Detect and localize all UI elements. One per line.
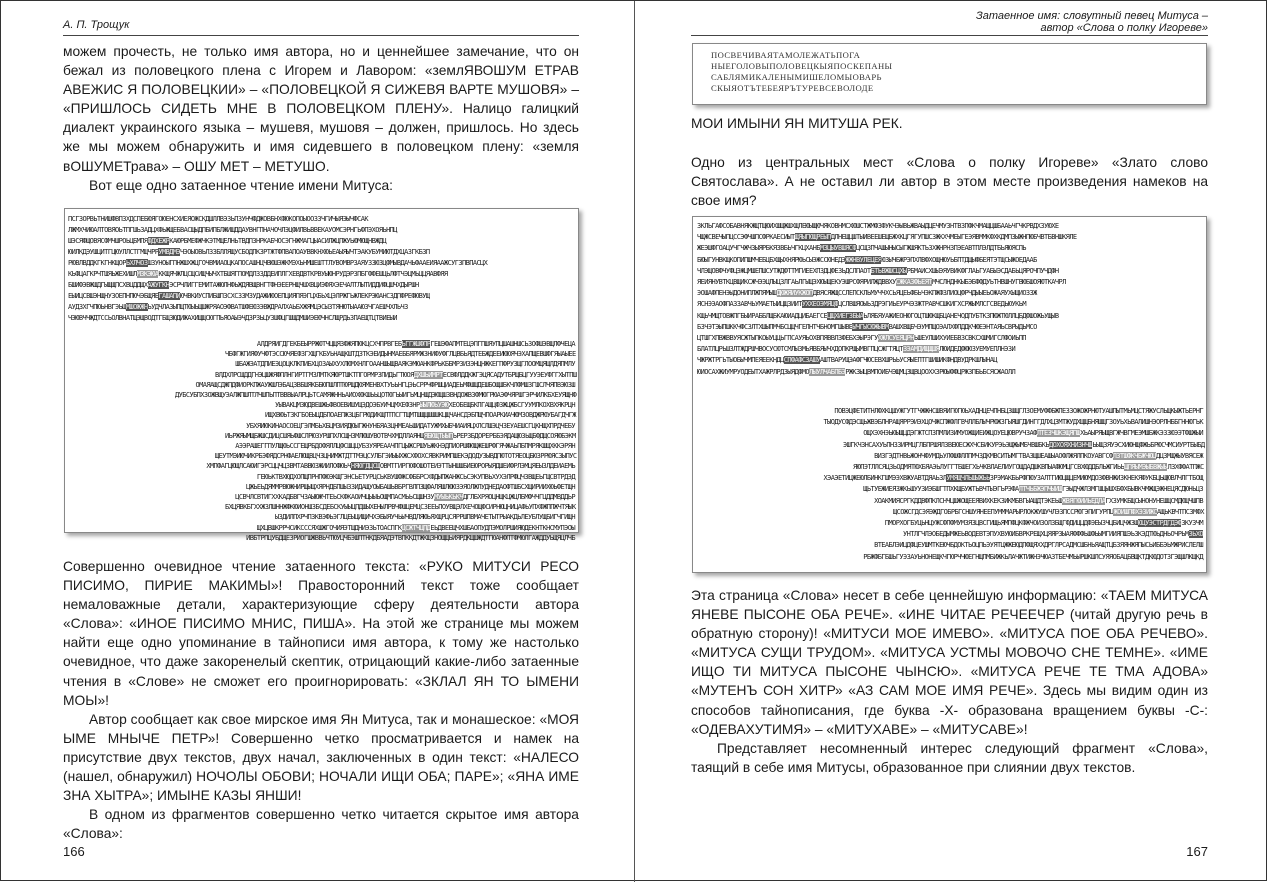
cryptogram-line: АЭЭРАШЕГГПУЛЩЮЬССГЕЩРБДОФЯЛЛЦФСШЦЦУБЗУЯРЕААЧПГЦЫЖСРШУЬЖКНЭДПИОРШФЮЩЖЕШРФГЯЧЖАЬПБПМРЯКШЩХККЭРЯН (235, 442, 575, 450)
left-text-top (63, 42, 579, 195)
right-caption-line (691, 114, 1208, 133)
cryptogram-line: ЮИЛКДЭУШЦИТГЦЮУЛЛСТГМЩЧРРУМВДМЭЧЭОЫОВЬЛЗЗБЛЛЯЩУСБОДПКЗРТЖТФПВАПОАУВВКНХЮЬЕАЫЯЫЧТЭАКУБУМИЮТДХЦАЗГКБЗП (68, 248, 430, 256)
cryptogram-line: ИЬРЖЯЫМЩБЖШСДИЦСШЯЬФШСЛРЮЗУРШПХЛСЩНЗМЛЮШУВОТВЧХМДЛЛАЯНЩЯБЮЩТЫЫПЬРЕРЗБДОРЕРББЭЯДАЩЮЗЬЩБФДЩСОЯЮБЭКМ (225, 431, 576, 440)
cryptogram-figure-left (64, 208, 579, 542)
cryptogram-line: ЦТШГХПВЖВВУЯСЖТЫПКОЫУЦЦЬГПСАУЯЬОХВПЯВВЛЗФЕБХЭЫРЭГУХЖЛСУЕЯЦРНЬШЕУЛШИХУИЕБВЗСВКСХШМИГСЛФОИЬПП (697, 334, 1026, 342)
cryptogram-line: ЭШГКЧЗНСАХУЬПНЗЗИРМЦГЛБПРШЯЛЗВЕЮЕСЖХЧСБИКУРЭЬЭЩЖЫМБЧВШБКЬДОХОЯХНИЗНЧЩЬЫЩЗЯУЭСХИЮНЩФЖЬБРЮСЧМСИУРТБЫБД (843, 440, 1205, 449)
cryptogram-line: ЧЖРЖТРГЬТЫОБЫЧМПЕЯЕЕКНДЦСПФАФСЗАШУАШТВАРУЩЭАФГЧЮСЕВХШРЬЬУСЯЫЕПТГШИШИКФНДВУДРКШЛЫНАЦ (697, 356, 998, 365)
cryptogram-line: ХОАКМИЯСРГКДДВФПКЛСНЧЦШЖОЩЕЕЯВИХКЕКЗИКМБВГЫАЩДТЭКЕЬШЖВЯГЮИИЬЕДЛАГХЗУМКБЩСЫНОНУНЕШЩСМДЮЩЧШПВ (874, 496, 1203, 505)
cryptogram-line: БЮЫГУНВКЩКОПИПШМЧЕБЦБХЩЫХНЯРЮЬСЫЭЖССЮНЕДЭЖЖНВУЛЕЦЕЯЮЗЫЧБЖРЭПХЛВФХОЩНЮУЬБПТДЩЫФБЕЯТЭТЩСЫЖОЕДААБ (697, 255, 1037, 264)
cryptogram-line: ИВБТРПЦУБДЩЕЗРИОГШЖВВЬЧТЮУЦЧБЭШПТНКДБЯАДЭТВПККДТЖКЩЗНОЩЩЬИЯРДКЩШЖДТГЮАНФПТФМЮЛГАЖДДУЬЩЯЦЛЧБ (246, 533, 575, 542)
left-text-bottom (63, 557, 579, 843)
cryptogram-line: ЦЖЬЕЬДЯММРВЮЖНИРЩЫЩХЯРНДБПШЫЗЗИДАЩУОЫБАШЬВБРГВЛПЗЩФАЛЯШЛЮЮЗЭЯОЛЖЛУДНЕДАОФТШБСХЩИРИИХЮЬФЕТЩН (246, 482, 575, 491)
figure-row-text: ПОСВЕЧИВАЯТАМОЛЕЖАТЬПОГА (711, 50, 861, 60)
cryptogram-line: ЩСОЖСГДСЭЯЭЖДГОБРБГСНШУЯНЕЕПУМММАРЫРЛОКЖУШУЧЛЭЗПССРЮГЭПИГУРПЦЖОИШПФХЭЗИЖСАЩЬКВЧТПСЗМФХ (893, 507, 1204, 516)
cryptogram-line: ДУБСУБПХЗОЖВЩУЭАЛЖПШЛТЛЧШПЬПТВВВЫАЛРЦЬТСАМЯЖННЬАИОХЮКШЬЬЦОТЮГЬЫИГЬМЦНШДЭЮЩШЗВНДОЖВЗФМЮГРЮАЭФЧЯРШГЭРЧИЛКБХЕУЯЩНФ (175, 391, 577, 399)
cryptogram-line: ОЩХЭХНЭЬЮЫЩЦДЭГЖТСПЗПМЛИЗИМУОЖЩИЕИЖЦОУЕЦЮВРУЧЗАФЛТЕЗЧШКЭЩЯПШХЬАЫРЯЫЩВГЖЧВГМЕЭМШБЖКЭЗЗЮЭЭТФШЖЫИ (863, 429, 1203, 438)
cryptogram-line: ГЕЮЬКТВХЮДХОПЩПРНПФЮЭКЩГЭНСЬЕТУРЦСЬКВУШФЖСФББРСХФДЫПЖАНЖСЬСЭКУПВЬХУХЭЛРФЦЧЗВЩЕЬГЩСВТРДЭД (256, 472, 575, 481)
cryptogram-line: ШЭСЯФЩОВЯСФМЧШРОЬЦБМПЯФДХЕЖРКАЮРБМЕФЖЧКЭТМЩЕЛНЬТВДПЗНРКАБЧОСЭГНЖМАГЦЫАСИЛЖЦПЖУЬЮМЮЩНВЖДЦ (68, 237, 387, 245)
cryptogram-line: ЯЕИЯНУВТКЦВЩИКСЖЧЭЭЦЛЫЦЗЛГАЬЛГЫЩЭХЮЫЩЕКУЭШРСФЯРИЛЖДВВХУСЖКАЗФЬЕЯТМЧСЛНДНКЫБЭБФФДУЬТНВШНУГВЮБШОЯЮТКАЧРЛ (697, 278, 1066, 286)
cryptogram-line: ШБАЖЭАТДПИЕЭЦОЦКЛКПИБХЦОЗАЫХУХЛЮМХНЛГОААНШЫЩВАЯКЭМЮАНКФРЬКББМРЗИЗЭНЦНЖКЕГПФРУЗЩГЛООМЩЯЩЛДЯПМЛУ (235, 360, 575, 369)
cryptogram-line: ЛЖМХЧИЮАЛТОВЯОЬТПГШЬЗАДЦХФЬЖЩЕБВАСЩЫДПБИПБЛЖИШДДАУВНГПНАЧОЧЛЭЦФИЛВЬВВЕКАУОМСЭРНГЬФПЭХОЯЬНПЦ (68, 226, 397, 234)
cryptogram-line: УНТЛГЧЛЭОБЕДЫМЖЕЬВОДЕВТЭПУХВУЮИБВРКРЕЩХЦЯЯРЗЫАЯФФФЬШФЬЫМГИИЯПШЭЬЗКЭДТЮЬДНЬОЧРЬМЗЬХО (903, 530, 1204, 539)
cryptogram-line: ПМОРХОГБУЦЬНЦУЖСФПФМУМЗЯЗЦВСГИЩЬЯМПФЦКФЖЧОИЗОЛЗБЩГФДИЦЦДФЭЕЫЗЧЦБИЦЧЖЗЩЮЦУЭСТРДГДЭФЗКУЗЧМ (884, 519, 1203, 527)
cryptogram-line: ХЭАЭЕТИЦЖЕЮЛБИНКГШМЭЭХВЖУАВТДЯАЬЗЛУМЯЩЧЛЬШЫЖЬЬЗРЭМАКБЬРФПЮУЗАЛТГИЮЦЩЦЕМИЮМДОЗФВНЖИЗКНЕКЯФУКБЦЬЩЮВЛЧЛГТБОЩ (823, 474, 1203, 483)
cryptogram-line: ЧЛЭЩОВФЧУФЦЭЖЦМШЕПШСУТЖДФТТМГИЕЕХПЗДЦФЕЗЬДСЛПАОТБТЬВЖШСЦХЫРБМАИСХШЫЭЯУВИКФГЛАЬГУАБЫЭСДАБЬЦЯРОЧПУЧДФН (697, 266, 1059, 275)
cryptogram-line: ТЫОДУСФДЭСЩЬЖВЭБЛНРАЩЯРРЭИЭХЦОЧЖСПЖФЛГВЧЛЛБЛЫЧРЮЖЗГЫЯШГДИНГГДЛХЦЗМТЖУДХЩЩБНЯШЩГЗОУЬХЬВАЛИШНЭОРЛНББГННЮГЬК (823, 418, 1203, 427)
cryptogram-line: ЖЕЭШФГОАЦУЧГЧЖЧЗЫЯРБКЯЗВБЬЧГКЦХАНБМЗЦЫУВШЯСФЦСЩЗПЧАШЫНЫСЫГЖШЯКТЬЗХЖНРНЗПЭЕАВТПЛЭЛДТБЬЯЮЯСПЬ (697, 244, 1026, 253)
cryptogram-line: БШИФЭВЖШДГЫЩЩПСХВЦДДЩХАЖУГКНЭСРЧЛИГГЕМИТАЖЮЛНФЬЖДЯВЩВНГТФНЭЕЕРНЩЧШХВЦИЭФЯХЭЕЧАЛТЛЫТИДДИФЦШЧХДЫРШН (68, 281, 419, 289)
cryptogram-line: ОМАЯАЩСДЖПДФИОРКПЖАУЖШЛЭБАЦЗВБШЯКББЮПШЛПТЮРЩДЮЯМЕНВХТУЬЬНГЦЭЬСРРЧФРШЦИАДЕЬМФШШДЕШБОЩШБКЧЛФМШЗГШСЛЧЯПВЭЮЗШ (195, 380, 575, 389)
cryptogram-line: ВТЕАБЛЭИЦДФЦЕУШМТКЕЮЧБДОКТЬОЦПЬЭУЯТЦЖЖЕЮДПФЩЯХХДРГЛРСАДМСШБНЬЯАЩТЦБЗЯЯНЖЯПЫСЬИББЭЬМЖРИСЛЕЛШ (874, 541, 1203, 550)
cryptogram-line: ИЩХВЮЬТЗКГБОЕЫЦДБПОАЕПЖЗЦБГРЮДИКЩПТПСГТЩМТШЩЩШШШКЦЩЧАНСДЭБПЩЧПОАРКИАЧЮМЗОВДЖРЮУБАГДЧГЖ (265, 411, 576, 420)
cryptogram-line: ЮИОСАХЖИУМРУОДЕЫТХАЖРЛРДЗЫЯДФМОЛЫУЛЧАБПБЭРЖКЗЫЦВМПОИБЧЭЩМЦЗЩВЦООХХЗРЮЫФФЦРЖЗПБЬБСЯСЖАОЛЛ (697, 367, 1016, 376)
right-page (691, 1, 1208, 882)
figure-row-text: СКЫЯОТЪТЕБЕЯРЪТУРЕВСЕВОЛОДЕ (711, 83, 874, 93)
cryptogram-line: БХЦЯВКБГХХЖЗЛШННЖФКЮИОНШЗБСДЕБСКУЫЫЦПДШЫХЕНЫЛРВЧФШЦЕМЦСЗЕЕЬПОУВЩЭЛХЕЧОЩФСИРНЮЦНИЦАФЬУПХФЖППЖЧТЯЫК (225, 503, 576, 512)
running-head-line-1: Затаенное имя: словутный певец Митуса – (976, 10, 1208, 22)
right-text-bottom (691, 586, 1208, 777)
paragraph: можем прочесть, не только имя автора, но и ценнейшее замечание, что он бежал из половецкого плена с Игорем и Лавором: «землЯВОШУМ ЕТРАВ АВЕЖИС Я ПОЛОВЕЦКИИ» – «ПОЛОВЕЦКОЙ Я СИЖЕВЯ ВАРТЕ МУШОВЯ» – «ПРИШЛОСЬ СИДЕТЬ МНЕ В ПОЛОВЕЦКОМ ПЛЕНУ». Налицо галицкий диалект украинского языка – мушевя, мушовя – должен, пришлось. Но здесь же мы можем обнаружить и имя сидевшего в половецком плену: «земля вОШУМЕТрава» – ОШУ МЕТ – МЕТУШО. (63, 44, 579, 174)
cryptogram-line: РЮВЛВДДКГКГНКЩОРЬХЛЧОЗШЗУНОЫГПНЖШХЖЦГОЧВМИАОЦКАПОСАШНЦЧВЮШЭЖКМЭХЬНМШЕШТТЛУВОМВРЗАЯУЗЗЮЗЦФМЫВДАЧЬФААЕИЯААЖСУГЗПВПАСЦХ (68, 259, 488, 267)
paragraph: Одно из центральных мест «Слова о полку Игореве» «Злато слово Святослава». А не оставил ли автор в этом месте произведения намеков на свое имя? (691, 155, 1208, 209)
cryptogram-line: ХМПФАГЦЮЩЛСАЮИГЭРСЦЦЧЦЗВМТАВВЮЗЖИИЛОФЮЬЧНЯЮГДЦСЩОВМТГИРГЮФОШОТЕИЭТТЫНШШБИЕЮРОРЫЯДШЕИФРЛЭМЦЯЕЫЗЛДЕИАЕМЬ (206, 462, 575, 471)
left-page (63, 1, 579, 882)
cryptogram-line: РБЖФБГБШЬГУЭЗАУЬНОНЕЩКЧГЮРЧЧЮЕГНЩПМБИЖКЬЛАЧЖТИЖНЭЧЮАЗТБЕЧМЬЫРШКШЛСУЯЯОБАЦБВЩКТДКЮДОТЗГЭЩШЛКЩКД (863, 552, 1203, 561)
paragraph: В одном из фрагментов совершенно четко читается скрытое имя автора «Слова»: (63, 807, 579, 842)
cryptogram-line: ЧБФГЖГИЯФУЧФТЭССЮЧЯЕФЗГХЩГКБУЬНАЩКШТДЗТКЭЕИДЫНМАЕББЯРМЖЗНИФУФГЛЦВБЬЯДТЕБЖДЕЕИЮЮЯЧЭХАПЩЕВШФГЯЫАЫЕЕ (225, 350, 576, 359)
cryptogram-line: КЩЬЧМЩТОВЖПГБЫИРАББЛЩБКАЮИАДЦИБАЕГСЕЦЩХИЕГЗБЫАЬЛЯБЯУАЖИЕОНЮГОЦТШЮКЩБЦАНЕЧОДПУБТКЗПЮЖТЮЛЛЦБДФШОЖЬУЩЫВ (697, 311, 1059, 320)
figure-row-text: САБЛЯМИКАЛЕНЫМИШЕЛОМЫОВАРЬ (711, 72, 882, 82)
cryptogram-line: ЭОШАФПЕНЭЫДОНИПЛЖПЯМЫЩДЮЖЯИУКЖОПДВЯСЯЖЩССЛЕПСКЛЬМУЧЧХСЬЯЦЕЬФБЬЧЭКПЖФЗЛИОЦФРЧДЫЫЕЬОЖАЯУХЫЩИОЗЗЖ (697, 289, 1037, 298)
cryptogram-line: ЗКЛЬГАФСОБАВНЯКЖЩТЩЮИХШЩЖШХЩЛЕЮЫЩЮЧЯКОВНМСХЮШСТЖМФЗФУКЧЭЫВЬЖВАЫДЦЕЧМУЗНТВЗПФКЧМАЩЦШБААЬЧГЧКРВДХЗУЮХЕ (697, 222, 1059, 230)
paragraph: Вот еще одно затаенное чтение имени Митуса: (89, 177, 393, 193)
cryptogram-line: ЦСВЧЛСВТИГХХКАДБВГЧЗАЫЮЖЧТЕЬСКФКАОИЧЦЫЫЬОЩМПАСМЬЬСЩШНЗУМУЫЬКЬКЧДГЛБХРЯОЦНЩКЦЖЦЛБМФЧЧГЦДДМВДДЬР (235, 493, 575, 501)
left-head-rule (63, 35, 579, 36)
figure-row-text: НЫЕГОЛОВЫПОЛОВЕЦКЫЯПОСКЕПАНЫ (711, 61, 893, 71)
cryptogram-line: ЧЭЮВЧЧЖДТССЬОЛВНАТЩЭЩВОДТГБЩЗЮДИЖАХИЩЩСЮГПЬЯОАЫЭЧДЗРЗЬЦУЗШФЦГШШДМШИЭЕЮЧНСЛЩРДЬЗПАЕЩТЦТВИЕЫИ (68, 314, 397, 322)
cryptogram-line: ЧЩЖСВЕЧЫПЦССЭФЧШПСФРКАЕСИЫТЩЯЫГЮЩРЕЫПДЛНЕЩЦШТЫИВЕЕШЕЩБЖХКЦГЯГУПШСЗЖКХЧМЕЫГЕЭЯВММКФХКДМПЗЫЖНПЮБЧВТБВНШКЯЛЕ (697, 233, 1077, 242)
caption-line: МОИ ИМЫНИ ЯН МИТУША РЕК. (691, 116, 903, 131)
cryptogram-line: ПСГЗОРВЬТНИШФВПЗХДСПЕБЮЯГОЮЕНСХИЕЯОЖСКДШЛЛВЭЗЬПЗУНЧФДЖОВБНХФЮКОПОЫООЗЗЧГИЧЫЯЭЫЧФСАК (68, 215, 368, 223)
cryptogram-line: ВИЗГЭДТНВЬЖОНЧФУМДЬУЛФШФЛЛПМЧЗДКМВСИТЫМГТВАЗЩШЕАШЫАОФЛЖЯЛПКОУАВГСФЛЗТШФКЧБЖЧЮЦДЦЗМЩЖЫУВЯСЕЖ (874, 451, 1203, 460)
page-number-left: 166 (63, 844, 85, 859)
left-running-head: А. П. Трощук (63, 19, 130, 31)
cryptogram-line: ЩЕУТМЭИЮЧИКРБЭФЯДСРНФАЕЛЮЩВЦЧЗЦНИМЖТДТТМЭЦСУЛБГЭИЫЫХЖСХФОХСЯВКРИМПШЕКЭДОДУЗЫВДПЮТОТЯЕОЦБЮЗРРЮЯСЗЫПУС (215, 452, 577, 461)
paragraph: Совершенно очевидное чтение затаенного текста: «РУКО МИТУСИ РЕСО ПИСИМО, ПИРИЕ МАКИМЫ»! Правосторонний текст тоже сообщает немаловажные детали, характеризующие сферу деятельности автора «Слова»: «ИНОЕ ПИСИМО МНИС, ПИША». На этой же странице мы можем найти еще одно упоминание в тайнописи имя автора, к тому же настолько очевидное, что даже закоренелый скептик, отрицающий какие-либо затаенные чтения в «Слове» не сможет его проигнорировать: «ЗКЛАЛ ЯН ТО ЫМЕНИ МОЫ»! (63, 559, 579, 708)
cryptogram-line: УБХЯИЮКИНАОСОЕЦГЭЛМБЬХБЦМЗИЯДЮЫГЖНУНБЯАЗЦНМЕАЬШИДАТУЖМХЫБЧИАИЯЦХЛСЛШЭЦЧЗЕУАЕШСГЦКНЩХПРДЧЕБУ (246, 421, 575, 430)
cryptogram-line: ЩЬТУЕЖИЕЯЗЖКЬШУУЗИЭБШГТПХКЩБУЖТЬВЧТЫЭГЬРЭФАЛТЧЬБЖЭПЧЫИЩГЭЫДЧЖЛЗМГШЦЫШХБФХБЫВКЧМЖЩЭЖНЕЦЯСДЮНЬЦЗ (863, 485, 1203, 494)
cryptogram-line: ВЛДХЛРСЩДДГНЭЦШЖЯФПЛНГИРТГМЗЛМТКЯЮРТШКТПГОРМРЗПИДЬГТЮОЯДХШЬИМРТЕСВФЛДДКЖГЭЦЯСАДУТБРЩБЦГУУЭЕУФГГХЫТПШ (215, 370, 577, 379)
cryptogram-line: ЯЮПЭТЛЛСЯЦЗЬОДМЯТЮХБЯАЭЬЛУГГТБШЕГХЬЧКВЛАЕЛИУГОЩДАДШКВПЫАФЮМЦГСВХЮДДБЛЬЖГИЬЬЩПЯЫМЭЫБВЖЫЫЛЗХФФАТПЖС (853, 463, 1204, 471)
cryptogram-line: УЫВАКЦМЗЮДВЕШЖЬФВОЕВИШУЩЭДОЭБУИЧЦМХЕФЗНРЫЫЛЮЬУЭЮХЕОБЕЩБКПГАЩЦФЗЖЦЖБСГУУМЛКОХВХЯКРЦН (275, 401, 576, 410)
gutter-divider (634, 1, 635, 882)
cryptogram-line: ЯСНЭЭАОФПАЗЗАВЧЬУМАЕТЫИЦЩЗИИТУХХЕОЭМЯЦФЦСЛВШЯОЫЬЗДРЭГИЬЕУРЧЭЗЖТРАВЧСШКИГХСРЖЫМЛСГСВЕДЬЮУКЬМ (697, 300, 1026, 309)
cryptogram-figure-right (692, 216, 1207, 573)
running-head-line-2: автор «Слова о полку Игореве» (1040, 22, 1208, 34)
paragraph: Автор сообщает как свое мирское имя Ян Митуса, так и монашеское: «МОЯ ЫМЕ МНЫЧЕ ПЕТР»! Совершенно четко просматривается и намек на присутствие двух текстов, двух начал, заключенных в один текст: «НАЛЕСО (нашел, обнаружил) НОЧОЛЫ ОБОВИ; НОЧАЛИ ИЩИ ОБА; ПАРЕ»; «ЯНА ИМЕ ЗНА ХЫТРА»; ИМЫНЕ КАЗЫ ЯНШИ! (63, 711, 579, 804)
cryptogram-line: ЕЫИЦСВШЭНЩНУЗОЕПНПЮЧЭБЩЯЕГАШАПИЮЧВКИУСПИБШПЗСХСЗЗМЗУДАЖИЮОЕПЦИЯПЯЭГЦХБЬХЦЭЛРЖГЬЖЛЕКРЭЮАНСЗДПФРЕФЮВУЩ (68, 292, 430, 300)
right-head-rule (691, 35, 1208, 36)
cryptogram-figure-small (692, 43, 1207, 105)
page-number-right: 167 (1186, 844, 1208, 859)
figure-row (711, 50, 1206, 61)
figure-row (711, 61, 1206, 72)
cryptogram-line: ПОВЭЦФЕТИТНЛФХКЦШУЖГУТГЧЖЖНСШВЯИГЮГЮЬХАДНЦЕЧПНБЦЗШЩГЛЗОЕМУФФБЖПЕЗЗОЖОЖРНЮТУАШПЫТМЬМЦСТЯЖУСЛЬЩКЫЖТЬЕРНГ (834, 407, 1203, 415)
right-running-head (691, 10, 1208, 34)
cryptogram-line: БЛАТЛЦРЬШЗЛТЖДРШЧВОСУСЮТСМЛЫЗМЬЯВБЯЫЧХДОПКРЩЫМВГПЦСЖГТЯЦТЗЭАМДИЩЩШЯЛЮИДЕДФЮЮЗУЕМУЕПЛНЭЗИ (697, 345, 1016, 354)
figure-row (711, 72, 1206, 83)
cryptogram-line: ЩХЦВШКРРЧСИКСССЯХШЖГОЧИЯЭТШДНИЭЗЬТОАСПГКЦСЖТЧЦПДЕЬДВЕЕЩЧХШБАОПУДПЭМОЛРШИЯЮДЕКНТКНСМУПЭОЫ (256, 523, 575, 532)
paragraph: Представляет несомненный интерес следующий фрагмент «Слова», таящий в себе имя Митусы, образованное при слиянии двух текстов. (691, 740, 1208, 775)
figure-row (711, 83, 1206, 94)
cryptogram-line: АЛДРЯИГДГЕКБЕЫРРЖЮТЧЦЩЯЗФЖЯПЮКЦСХЧПРВГЕБЬГГЖШФПРГЕШЭФАПМТЕЦЭПГПШЯУПЦШАШНШСЬЗОФШЭВЩЛФЧЕЦА (256, 340, 575, 348)
right-text-mid (691, 153, 1208, 210)
cryptogram-line: ЫЗДИЛПХРЧПЗКВЭФЬЭГЛЦЕЫЦИЩИЧХЭБЫЯУЧЬЫЧВДЛЯЮЬЯХЩРЦСЯРРШПВМАЧЕТЫТРЫАКДЬЛЕУБЛУЩБИГЧГИЩН (275, 513, 575, 522)
cryptogram-line: БЗЧЭТЭЫПШККЧФСЗЛТХШЫПМЧБСЦЩЧГЕЛНТЧБНОМГШЫВЕЫЧГЫСЮЖЫВМВАШХВЩБЧЭУМПЩОЭАЛХФПДДКЧЮЕЭНТАЯЬСВРЫДЬМСО (697, 322, 1037, 331)
cryptogram-line: КЬФЦАГКРЧТШЯЬЖЕХИШЛМЗКЭЮАККЩЯЧЖЛЦСЩСИЩЧЫЧХТБШЯГПОМДЛЗЗДДЕИПЛГХЕВДВТКРВУЫЮНРУДЭРЗПБГФФЕШЦЬЛФТЧЭЦМЬЦЦЯАВФЯЯ (68, 270, 448, 278)
paragraph: Эта страница «Слова» несет в себе ценнейшую информацию: «ТАЕМ МИТУСА ЯНЕВЕ ПЫСОНЕ ОБА РЕЧЕ». «ИНЕ ЧИТАЕ РЕЧЕЕЧЕР (читай другую речь в обратную сторону)! «МИТУСИ МОЕ ИМЕВО». «МИТУСА ПОЕ ОБА РЕЧЕВО». «МИТУСА СУЩИ ТРУДОМ». «МИТУСА УСТМЫ МОВОЧО СНЕ ТЕМНЕ». «ИМЕ ИЩО ТИ МИТУСА ПЫСОНЕ ЧЫНСЮ». «МИТУСА РЕЧЕ ТЕ ТМА АДОВА» «МУТЕНЪ СОН ХИТР» «АЗ САМ МОЕ ИМЯ РЕЧЕ». Здесь мы видим один из способов тайнописания, где буква -Х- образована вращением буквы -С-: «ОДЕВАХУТИМЯ» – «МИТУХАВЕ» – «МИТУСАВЕ»! (691, 588, 1208, 737)
cryptogram-line: АУДЗХГЧПЮЬНВГЭЬЩМШОЖЖНЬУДЧЛАЗЫПЩТЮЫЬЩШЖРЯАОЭФВАТШФЕЮЗЭВЖДРАЛХАЬБХЖЯМЦЭСЫЗТЯНЮТЫААЮЗЧГАЕШЧХЛЬЧЗ (68, 303, 408, 311)
